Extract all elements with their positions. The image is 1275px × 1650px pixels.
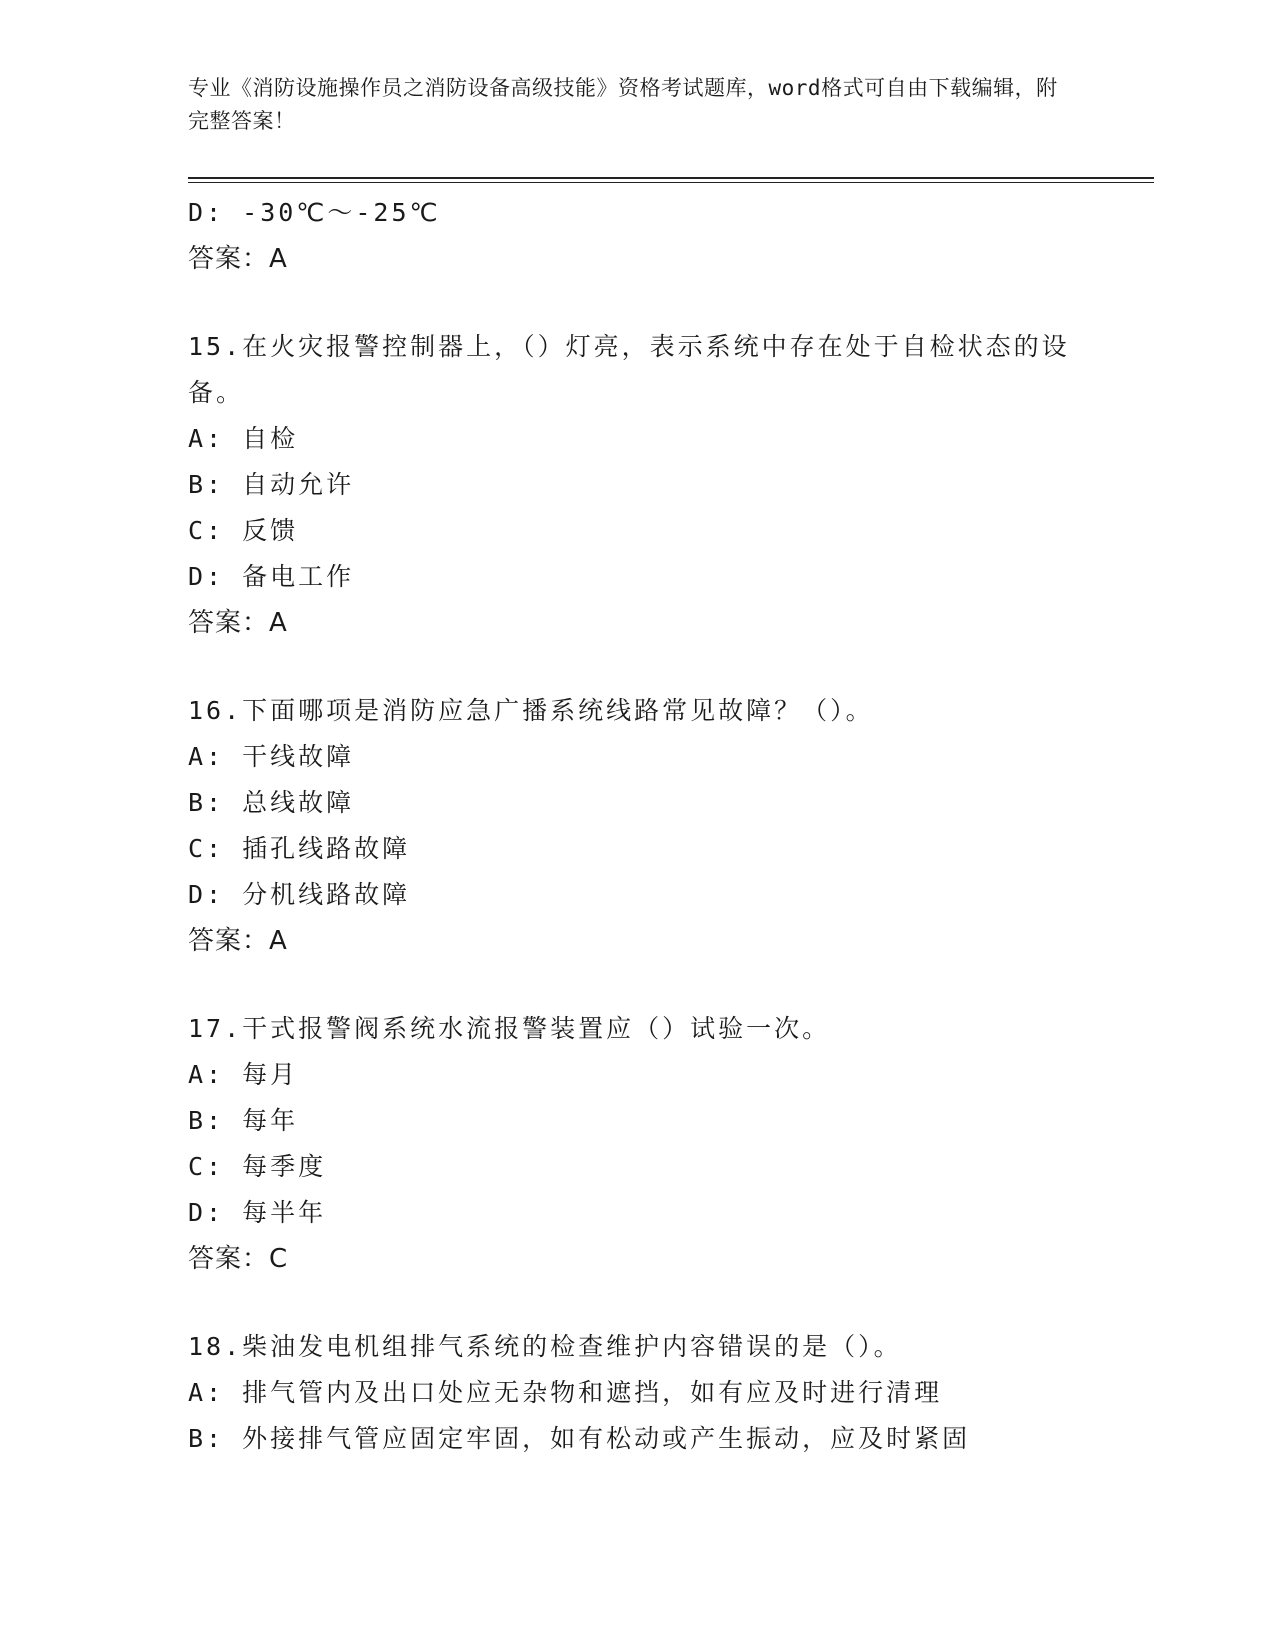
question-17-stem: 17.干式报警阀系统水流报警装置应（）试验一次。: [188, 1014, 831, 1043]
question-16-option-c: C: 插孔线路故障: [188, 834, 411, 863]
question-15-option-d: D: 备电工作: [188, 562, 355, 591]
question-15-answer: 答案：A: [188, 608, 288, 638]
question-16-answer: 答案：A: [188, 926, 288, 956]
header-divider-thin: [188, 182, 1154, 183]
question-15-stem: 15.在火灾报警控制器上，（）灯亮，表示系统中存在处于自检状态的设备。: [188, 332, 1070, 407]
question-16-option-b: B: 总线故障: [188, 788, 355, 817]
question-17-answer: 答案：C: [188, 1244, 289, 1274]
document-header: 专业《消防设施操作员之消防设备高级技能》资格考试题库，word格式可自由下载编辑，附完整答案！: [188, 76, 1058, 133]
question-16-stem: 16.下面哪项是消防应急广播系统线路常见故障？（）。: [188, 696, 874, 725]
question-16-option-d: D: 分机线路故障: [188, 880, 411, 909]
question-18-option-b: B: 外接排气管应固定牢固，如有松动或产生振动，应及时紧固: [188, 1424, 971, 1453]
prev-option-d: D: -30℃～-25℃: [188, 198, 441, 227]
question-content: [188, 190, 1078, 1462]
question-15-option-b: B: 自动允许: [188, 470, 355, 499]
question-17-option-b: B: 每年: [188, 1106, 299, 1135]
question-18-option-a: A: 排气管内及出口处应无杂物和遮挡，如有应及时进行清理: [188, 1378, 943, 1407]
question-17-option-d: D: 每半年: [188, 1198, 327, 1227]
question-17-option-a: A: 每月: [188, 1060, 299, 1089]
question-15-option-a: A: 自检: [188, 424, 299, 453]
prev-answer: 答案：A: [188, 244, 288, 274]
question-15-option-c: C: 反馈: [188, 516, 299, 545]
question-16-option-a: A: 干线故障: [188, 742, 355, 771]
question-17-option-c: C: 每季度: [188, 1152, 327, 1181]
header-divider-thick: [188, 177, 1154, 179]
question-18-stem: 18.柴油发电机组排气系统的检查维护内容错误的是（）。: [188, 1332, 902, 1361]
